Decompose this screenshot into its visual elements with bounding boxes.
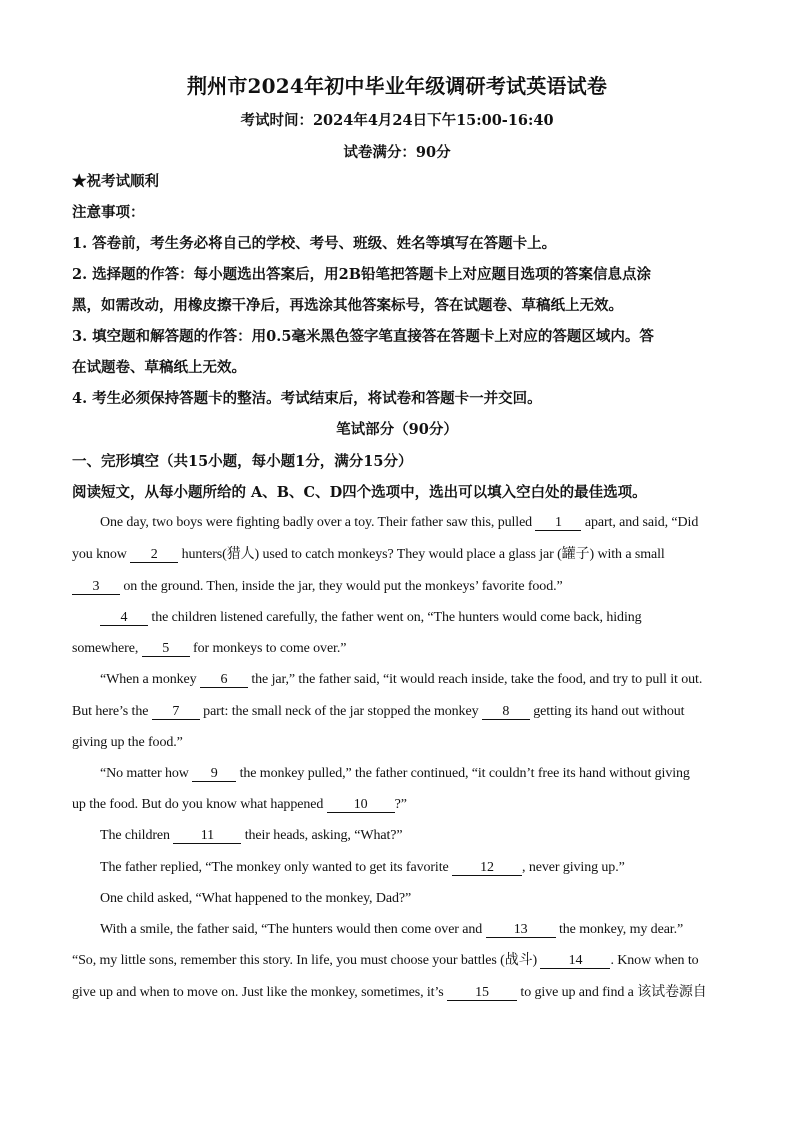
- passage-line: 3 on the ground. Then, inside the jar, they would put the monkeys’ favorite food.”: [72, 577, 722, 597]
- exam-title: 荆州市2024年初中毕业年级调研考试英语试卷: [186, 74, 608, 98]
- blank-7: 7: [152, 704, 200, 720]
- passage-line: One day, two boys were fighting badly over a toy. Their father saw this, pulled 1 apart, and said, “Did: [100, 515, 699, 530]
- passage-line: One child asked, “What happened to the monkey, Dad?”: [100, 891, 412, 906]
- passage-line: “No matter how 9 the monkey pulled,” the father continued, “it couldn’t free its hand without giving: [100, 766, 690, 781]
- blank-14: 14: [540, 953, 610, 969]
- notice-item: 4. 考生必须保持答题卡的整洁。考试结束后，将试卷和答题卡一并交回。: [72, 390, 542, 407]
- part-heading: 一、完形填空（共15小题，每小题1分，满分15分）: [72, 453, 413, 470]
- blank-1: 1: [535, 515, 581, 531]
- instruction: 阅读短文，从每小题所给的 A、B、C、D四个选项中，选出可以填入空白处的最佳选项。: [72, 484, 647, 501]
- notice-heading: 注意事项：: [72, 204, 145, 221]
- passage-line: “When a monkey 6 the jar,” the father said, “it would reach inside, take the food, and try to pull it out.: [100, 672, 703, 687]
- notice-item: 黑，如需改动，用橡皮擦干净后，再选涂其他答案标号，答在试题卷、草稿纸上无效。: [72, 297, 623, 314]
- blank-12: 12: [452, 860, 522, 876]
- notice-item: 1. 答卷前，考生务必将自己的学校、考号、班级、姓名等填写在答题卡上。: [72, 235, 557, 252]
- blank-13: 13: [486, 922, 556, 938]
- blank-10: 10: [327, 797, 395, 813]
- wish-text: ★祝考试顺利: [72, 173, 159, 190]
- section-heading: 笔试部分（90分）: [336, 421, 458, 438]
- passage-line: “So, my little sons, remember this story. In life, you must choose your battles (战斗) 14 . Know when to: [72, 953, 699, 968]
- exam-time: 考试时间：2024年4月24日下午15:00-16:40: [240, 112, 554, 129]
- blank-4: 4: [100, 610, 148, 626]
- blank-3: 3: [72, 579, 120, 595]
- passage-line: The father replied, “The monkey only wanted to get its favorite 12 , never giving up.”: [100, 860, 625, 875]
- notice-item: 2. 选择题的作答：每小题选出答案后，用2B铅笔把答题卡上对应题目选项的答案信息点涂: [72, 266, 652, 283]
- full-score: 试卷满分：90分: [343, 144, 451, 161]
- blank-11: 11: [173, 828, 241, 844]
- notice-item: 在试题卷、草稿纸上无效。: [72, 359, 246, 376]
- passage-line: 4 the children listened carefully, the father went on, “The hunters would come back, hiding: [100, 608, 722, 628]
- notice-item: 3. 填空题和解答题的作答：用0.5毫米黑色签字笔直接答在答题卡上对应的答题区域内。答: [72, 328, 654, 345]
- blank-15: 15: [447, 985, 517, 1001]
- passage-line: somewhere, 5 for monkeys to come over.”: [72, 641, 347, 656]
- source-watermark-text: 该试卷源自: [637, 985, 707, 1000]
- passage-line: But here’s the 7 part: the small neck of the jar stopped the monkey 8 getting its hand out without: [72, 704, 685, 719]
- blank-2: 2: [130, 547, 178, 563]
- blank-6: 6: [200, 672, 248, 688]
- blank-8: 8: [482, 704, 530, 720]
- blank-5: 5: [142, 641, 190, 657]
- passage-line: you know 2 hunters(猎人) used to catch monkeys? They would place a glass jar (罐子) with a small: [72, 547, 665, 562]
- passage-line: The children 11 their heads, asking, “What?”: [100, 828, 403, 843]
- passage-line: give up and when to move on. Just like the monkey, sometimes, it’s 15 to give up and find a 该试卷源自: [72, 985, 707, 1000]
- passage-line: up the food. But do you know what happened 10 ?”: [72, 797, 407, 812]
- passage-line: With a smile, the father said, “The hunters would then come over and 13 the monkey, my dear.”: [100, 922, 684, 937]
- passage-line: giving up the food.”: [72, 735, 183, 750]
- blank-9: 9: [192, 766, 236, 782]
